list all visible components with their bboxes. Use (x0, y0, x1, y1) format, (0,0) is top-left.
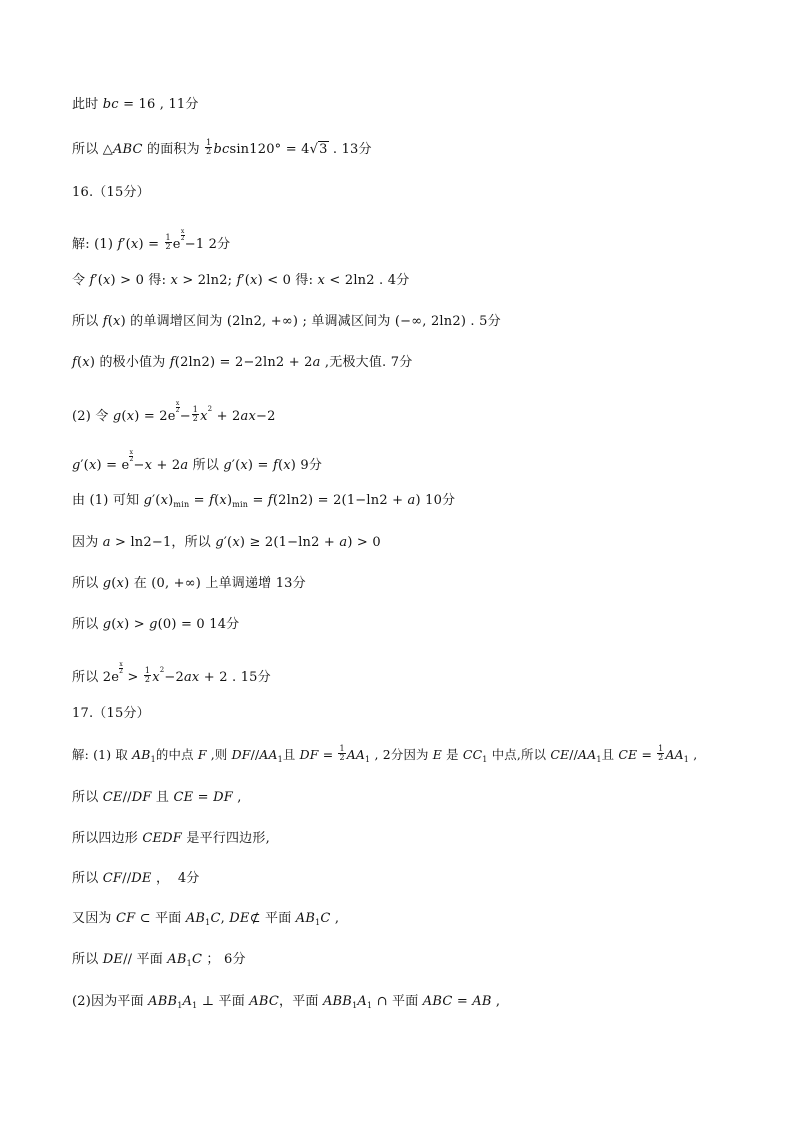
line-midpoint-construction: 解: (1) 取 $AB_1$的中点 F ,则 $DF//AA_1$且 DF = $\frac{1}{2}$ $AA_1$ , 2分因为 E 是 $CC_1$ 中点,所以 $CE//AA_1$且 CE = $\frac{1}{2}$ $AA_1$ , (72, 744, 698, 764)
line-g-derivative: g′(x) = e $\frac{x}{2}$ −x + 2a 所以 g′(x) = f(x) 9分 (72, 449, 323, 473)
line-bc-value: 此时 bc = 16 , 11分 (72, 97, 199, 112)
line-define-g: (2) 令 g(x) = 2e $\frac{x}{2}$ − $\frac{1}{2}$ $x^2 + 2ax-2$ (72, 400, 276, 424)
score-label: 9分 (300, 458, 323, 473)
score-label: 4分 (387, 273, 410, 288)
score-label: 6分 (223, 952, 246, 967)
line-g-prime-min: 由 (1) 可知 $g'(x)_{min} = f(x)_{min} = f(2\ln 2) = 2(1-\ln 2 + a)$ 10分 (72, 493, 456, 509)
score-label: 15分 (240, 670, 271, 685)
line-ce-parallel-df: 所以 CE//DF 且 CE = DF , (72, 790, 242, 805)
score-label: 2分 (382, 747, 404, 762)
line-de-parallel-plane: 所以 DE// 平面 $AB_1C$ ； 6分 (72, 952, 246, 968)
line-g-positive: 所以 g(x) > g(0) = 0 14分 (72, 617, 240, 632)
line-derivative: 解: (1) f′(x) = $\frac{1}{2}$ e $\frac{x}{2}$ −1 2分 (72, 228, 231, 252)
score-label: 5分 (479, 314, 501, 329)
line-parallelogram: 所以四边形 CEDF 是平行四边形, (72, 831, 270, 846)
fraction-half: $\frac{1}{2}$ (339, 744, 345, 762)
line-cf-parallel-de: 所以 CF//DE ， 4分 (72, 871, 200, 886)
exponent-fraction: $\frac{x}{2}$ (129, 449, 134, 463)
fraction-half: $\frac{1}{2}$ (144, 666, 151, 684)
score-label: 4分 (177, 871, 200, 886)
score-label: 13分 (275, 576, 306, 591)
score-label: 11分 (168, 97, 199, 112)
line-perpendicular-planes: (2)因为平面 $ABB_1A_1$ ⊥ 平面 ABC，平面 $ABB_1A_1$ ∩ 平面 ABC = AB , (72, 994, 501, 1010)
score-label: 14分 (209, 617, 240, 632)
fraction-half: $\frac{1}{2}$ (206, 138, 212, 156)
exponent-fraction: $\frac{x}{2}$ (175, 400, 180, 414)
fraction-half: $\frac{1}{2}$ (165, 233, 171, 251)
line-minimum-value: f(x) 的极小值为 f(2ln2) = 2−2ln2 + 2a ,无极大值. 7分 (72, 355, 413, 370)
line-positive-derivative: 因为 a > ln2−1，所以 g′(x) ≥ 2(1−ln2 + a) > 0 (72, 535, 381, 550)
question-17-heading: 17.（15分） (72, 706, 150, 721)
line-conclusion-16: 所以 2e $\frac{x}{2}$ > $\frac{1}{2}$ $x^2-2ax + 2$ . 15分 (72, 661, 271, 685)
score-label: 13分 (341, 142, 372, 157)
exponent-fraction: $\frac{x}{2}$ (180, 228, 185, 242)
exponent-fraction: $\frac{x}{2}$ (119, 661, 124, 675)
fraction-half: $\frac{1}{2}$ (658, 744, 664, 762)
line-plane-containment: 又因为 CF ⊂ 平面 $AB_1C$, DE⊄ 平面 $AB_1C$ , (72, 911, 340, 927)
question-16-heading: 16.（15分） (72, 185, 150, 200)
score-label: 7分 (390, 355, 413, 370)
score-label: 10分 (425, 493, 456, 508)
score-label: 2分 (208, 237, 231, 252)
line-triangle-area: 所以 △ABC 的面积为 $\frac{1}{2}$ bcsin120° = 4√3 . 13分 (72, 138, 372, 157)
line-sign-analysis: 令 f′(x) > 0 得: x > 2ln2; f′(x) < 0 得: x < 2ln2 . 4分 (72, 273, 410, 288)
line-monotonic-intervals: 所以 f(x) 的单调增区间为 (2ln2, +∞) ; 单调减区间为 (−∞, 2ln2) . 5分 (72, 314, 501, 329)
line-increasing: 所以 g(x) 在 (0, +∞) 上单调递增 13分 (72, 576, 306, 591)
fraction-half: $\frac{1}{2}$ (192, 405, 199, 423)
